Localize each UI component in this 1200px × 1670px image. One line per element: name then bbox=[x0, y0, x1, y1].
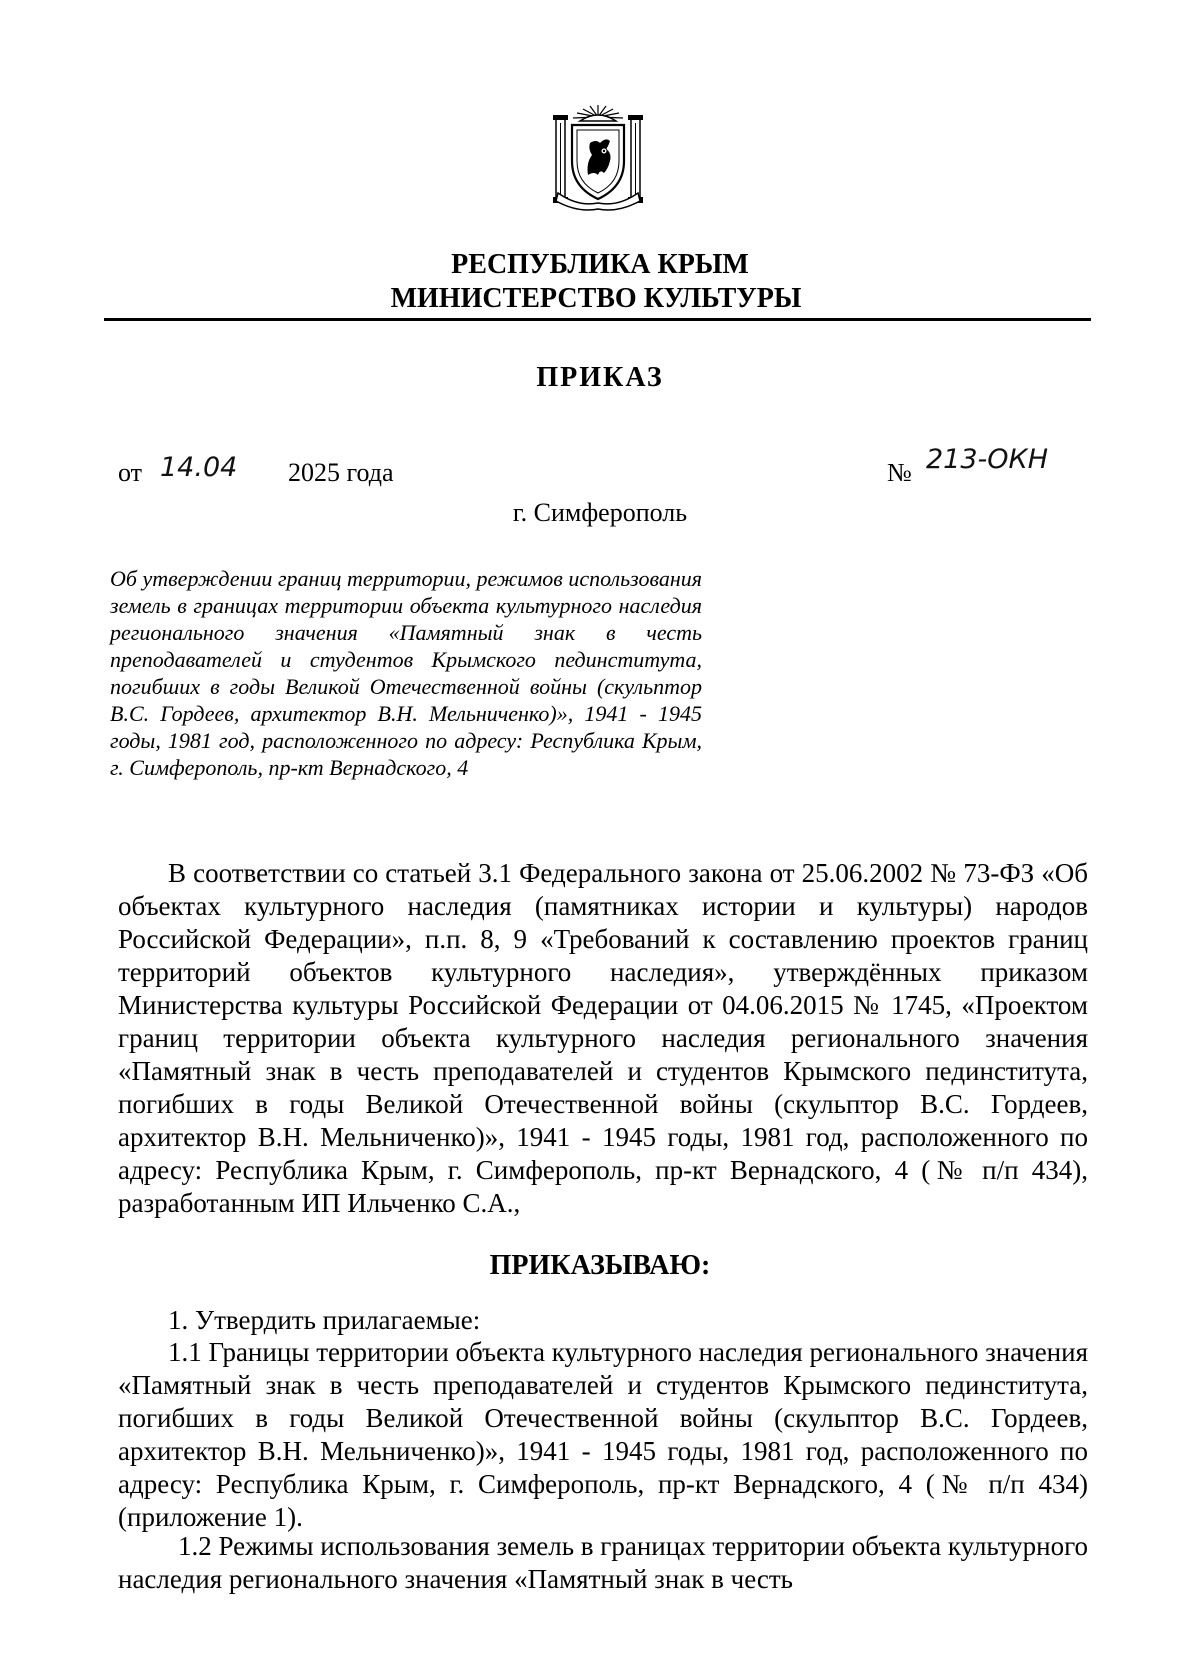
handwritten-date: 14.04 bbox=[160, 452, 238, 483]
item-1: 1. Утвердить прилагаемые: bbox=[168, 1305, 481, 1335]
date-prefix: от bbox=[118, 458, 143, 487]
item-1-1: 1.1 Границы территории объекта культурного наследия регионального значения «Памятный знак в честь преподавателей и студентов Крымского пединститута, погибших в годы Великой Отечественной войны (скульптор В.С. Гордеев, архитектор В.Н. Мельниченко)», 1941 - 1945 годы, 1981 год, расположенного по адресу: Республика Крым, г. Симферополь, пр-кт Вернадского, 4 (№ п/п 434) (приложение 1). bbox=[118, 1337, 1088, 1532]
republic-title: РЕСПУБЛИКА КРЫМ bbox=[451, 249, 749, 280]
item-1-2: 1.2 Режимы использования земель в границах территории объекта культурного наследия регионального значения «Памятный знак в честь bbox=[118, 1531, 1088, 1594]
document-type: ПРИКАЗ bbox=[536, 362, 664, 393]
city: г. Симферополь bbox=[512, 498, 688, 527]
order-word: ПРИКАЗЫВАЮ: bbox=[489, 1250, 711, 1281]
header-rule bbox=[104, 318, 1091, 321]
number-prefix: № bbox=[887, 458, 912, 487]
ministry-title: МИНИСТЕРСТВО КУЛЬТУРЫ bbox=[390, 283, 802, 314]
date-year: 2025 года bbox=[288, 458, 394, 487]
preamble-paragraph: В соответствии со статьей 3.1 Федерального закона от 25.06.2002 № 73-ФЗ «Об объектах культурного наследия (памятниках истории и культуры) народов Российской Федерации», п.п. 8, 9 «Требований к составлению проектов границ территорий объектов культурного наследия», утверждённых приказом Министерства культуры Российской Федерации от 04.06.2015 № 1745, «Проектом границ территории объекта культурного наследия регионального значения «Памятный знак в честь преподавателей и студентов Крымского пединститута, погибших в годы Великой Отечественной войны (скульптор В.С. Гордеев, архитектор В.Н. Мельниченко)», 1941 - 1945 годы, 1981 год, расположенного по адресу: Республика Крым, г. Симферополь, пр-кт Вернадского, 4 (№ п/п 434), разработанным ИП Ильченко С.А., bbox=[118, 858, 1088, 1218]
coat-of-arms-icon bbox=[548, 103, 648, 211]
handwritten-number: 213-ОКН bbox=[926, 444, 1049, 475]
order-subject: Об утверждении границ территории, режимов использования земель в границах территории объекта культурного наследия регионального значения «Памятный знак в честь преподавателей и студентов Крымского пединститута, погибших в годы Великой Отечественной войны (скульптор В.С. Гордеев, архитектор В.Н. Мельниченко)», 1941 - 1945 годы, 1981 год, расположенного по адресу: Республика Крым, г. Симферополь, пр-кт Вернадского, 4 bbox=[110, 566, 702, 780]
